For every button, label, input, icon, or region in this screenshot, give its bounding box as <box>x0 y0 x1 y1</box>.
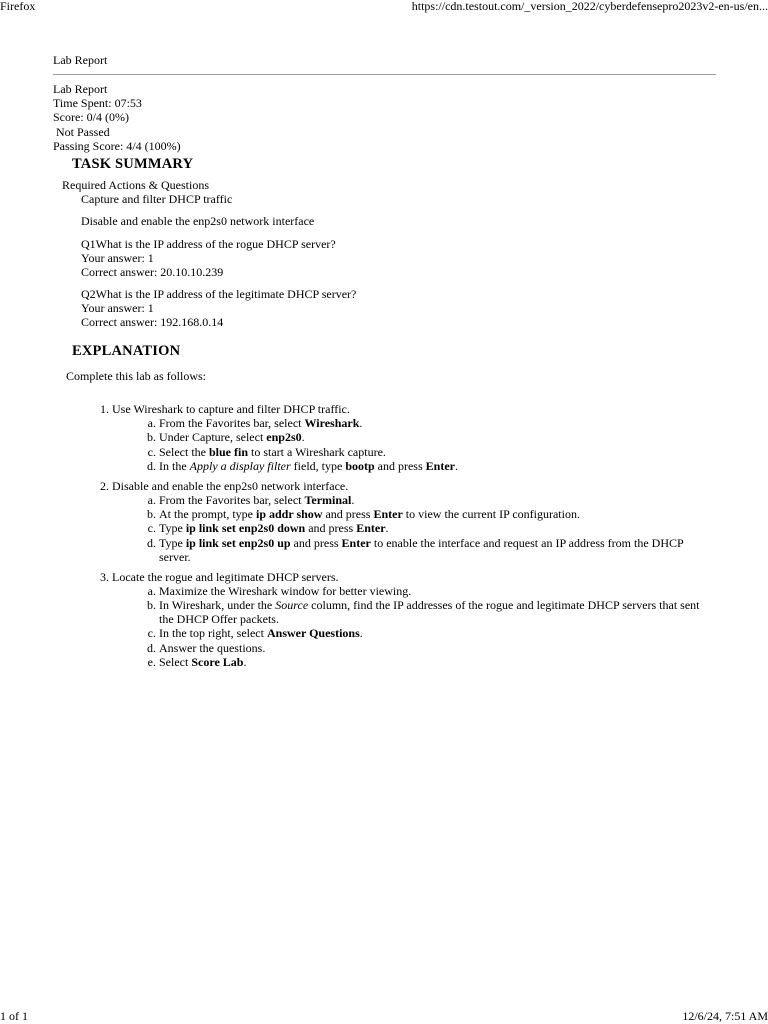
step-item <box>112 570 702 669</box>
your-answer: Your answer: 1 <box>81 301 154 316</box>
report-stats <box>53 82 181 153</box>
step-item <box>112 402 702 473</box>
your-answer: Your answer: 1 <box>81 251 154 266</box>
report-title: Lab Report <box>53 82 108 96</box>
substep-item: b. In Wireshark, under the Source column, find the IP addresses of the rogue and legitimate DHCP servers that sent the DHCP Offer packets. <box>159 598 702 626</box>
substep-item: e. Select Score Lab. <box>159 655 702 669</box>
substep-item: c. In the top right, select Answer Questions. <box>159 626 702 640</box>
page-count: 1 of 1 <box>0 1009 28 1023</box>
task-item: Disable and enable the enp2s0 network interface <box>81 214 315 228</box>
step-item <box>112 479 702 564</box>
substep-list <box>112 416 702 473</box>
step-title: Use Wireshark to capture and filter DHCP traffic. <box>112 402 350 416</box>
step-title: Locate the rogue and legitimate DHCP servers. <box>112 569 339 584</box>
substep-item: d. In the Apply a display filter field, type bootp and press Enter. <box>159 459 702 473</box>
correct-answer: Correct answer: 20.10.10.239 <box>81 265 224 280</box>
task-summary-heading: TASK SUMMARY <box>72 156 194 172</box>
passing-score: Passing Score: 4/4 (100%) <box>53 138 181 153</box>
question-text: Q2What is the IP address of the legitimate DHCP server? <box>81 287 357 301</box>
question-block-1 <box>81 237 336 280</box>
time-spent: Time Spent: 07:53 <box>53 96 142 111</box>
print-timestamp: 12/6/24, 7:51 AM <box>682 1009 768 1023</box>
status-badge: Not Passed <box>56 124 110 139</box>
substep-item: a. From the Favorites bar, select Wireshark. <box>159 416 702 430</box>
substep-item: c. Select the blue fin to start a Wireshark capture. <box>159 445 702 459</box>
correct-answer: Correct answer: 192.168.0.14 <box>81 315 224 330</box>
page-title: Lab Report <box>53 53 108 67</box>
substep-item: d. Type ip link set enp2s0 up and press Enter to enable the interface and request an IP address from the DHCP server. <box>159 536 702 564</box>
explanation-heading: EXPLANATION <box>72 343 181 359</box>
browser-name: Firefox <box>0 0 36 13</box>
substep-list <box>112 493 702 564</box>
substep-item: a. Maximize the Wireshark window for better viewing. <box>159 584 702 598</box>
title-divider <box>53 74 716 75</box>
task-item: Capture and filter DHCP traffic <box>81 192 233 206</box>
substep-item: b. Under Capture, select enp2s0. <box>159 430 702 444</box>
substep-list <box>112 584 702 669</box>
substep-item: b. At the prompt, type ip addr show and press Enter to view the current IP configuration. <box>159 507 702 521</box>
step-title: Disable and enable the enp2s0 network interface. <box>112 478 349 493</box>
substep-item: a. From the Favorites bar, select Terminal. <box>159 493 702 507</box>
explanation-intro: Complete this lab as follows: <box>66 369 206 383</box>
page-url: https://cdn.testout.com/_version_2022/cyberdefensepro2023v2-en-us/en... <box>411 0 768 13</box>
required-actions-heading: Required Actions & Questions <box>62 178 209 192</box>
score: Score: 0/4 (0%) <box>53 110 129 125</box>
explanation-steps <box>0 402 702 675</box>
substep-item: c. Type ip link set enp2s0 down and press Enter. <box>159 521 702 535</box>
question-text: Q1What is the IP address of the rogue DHCP server? <box>81 237 336 251</box>
substep-item: d. Answer the questions. <box>159 641 702 655</box>
question-block-2 <box>81 287 356 330</box>
